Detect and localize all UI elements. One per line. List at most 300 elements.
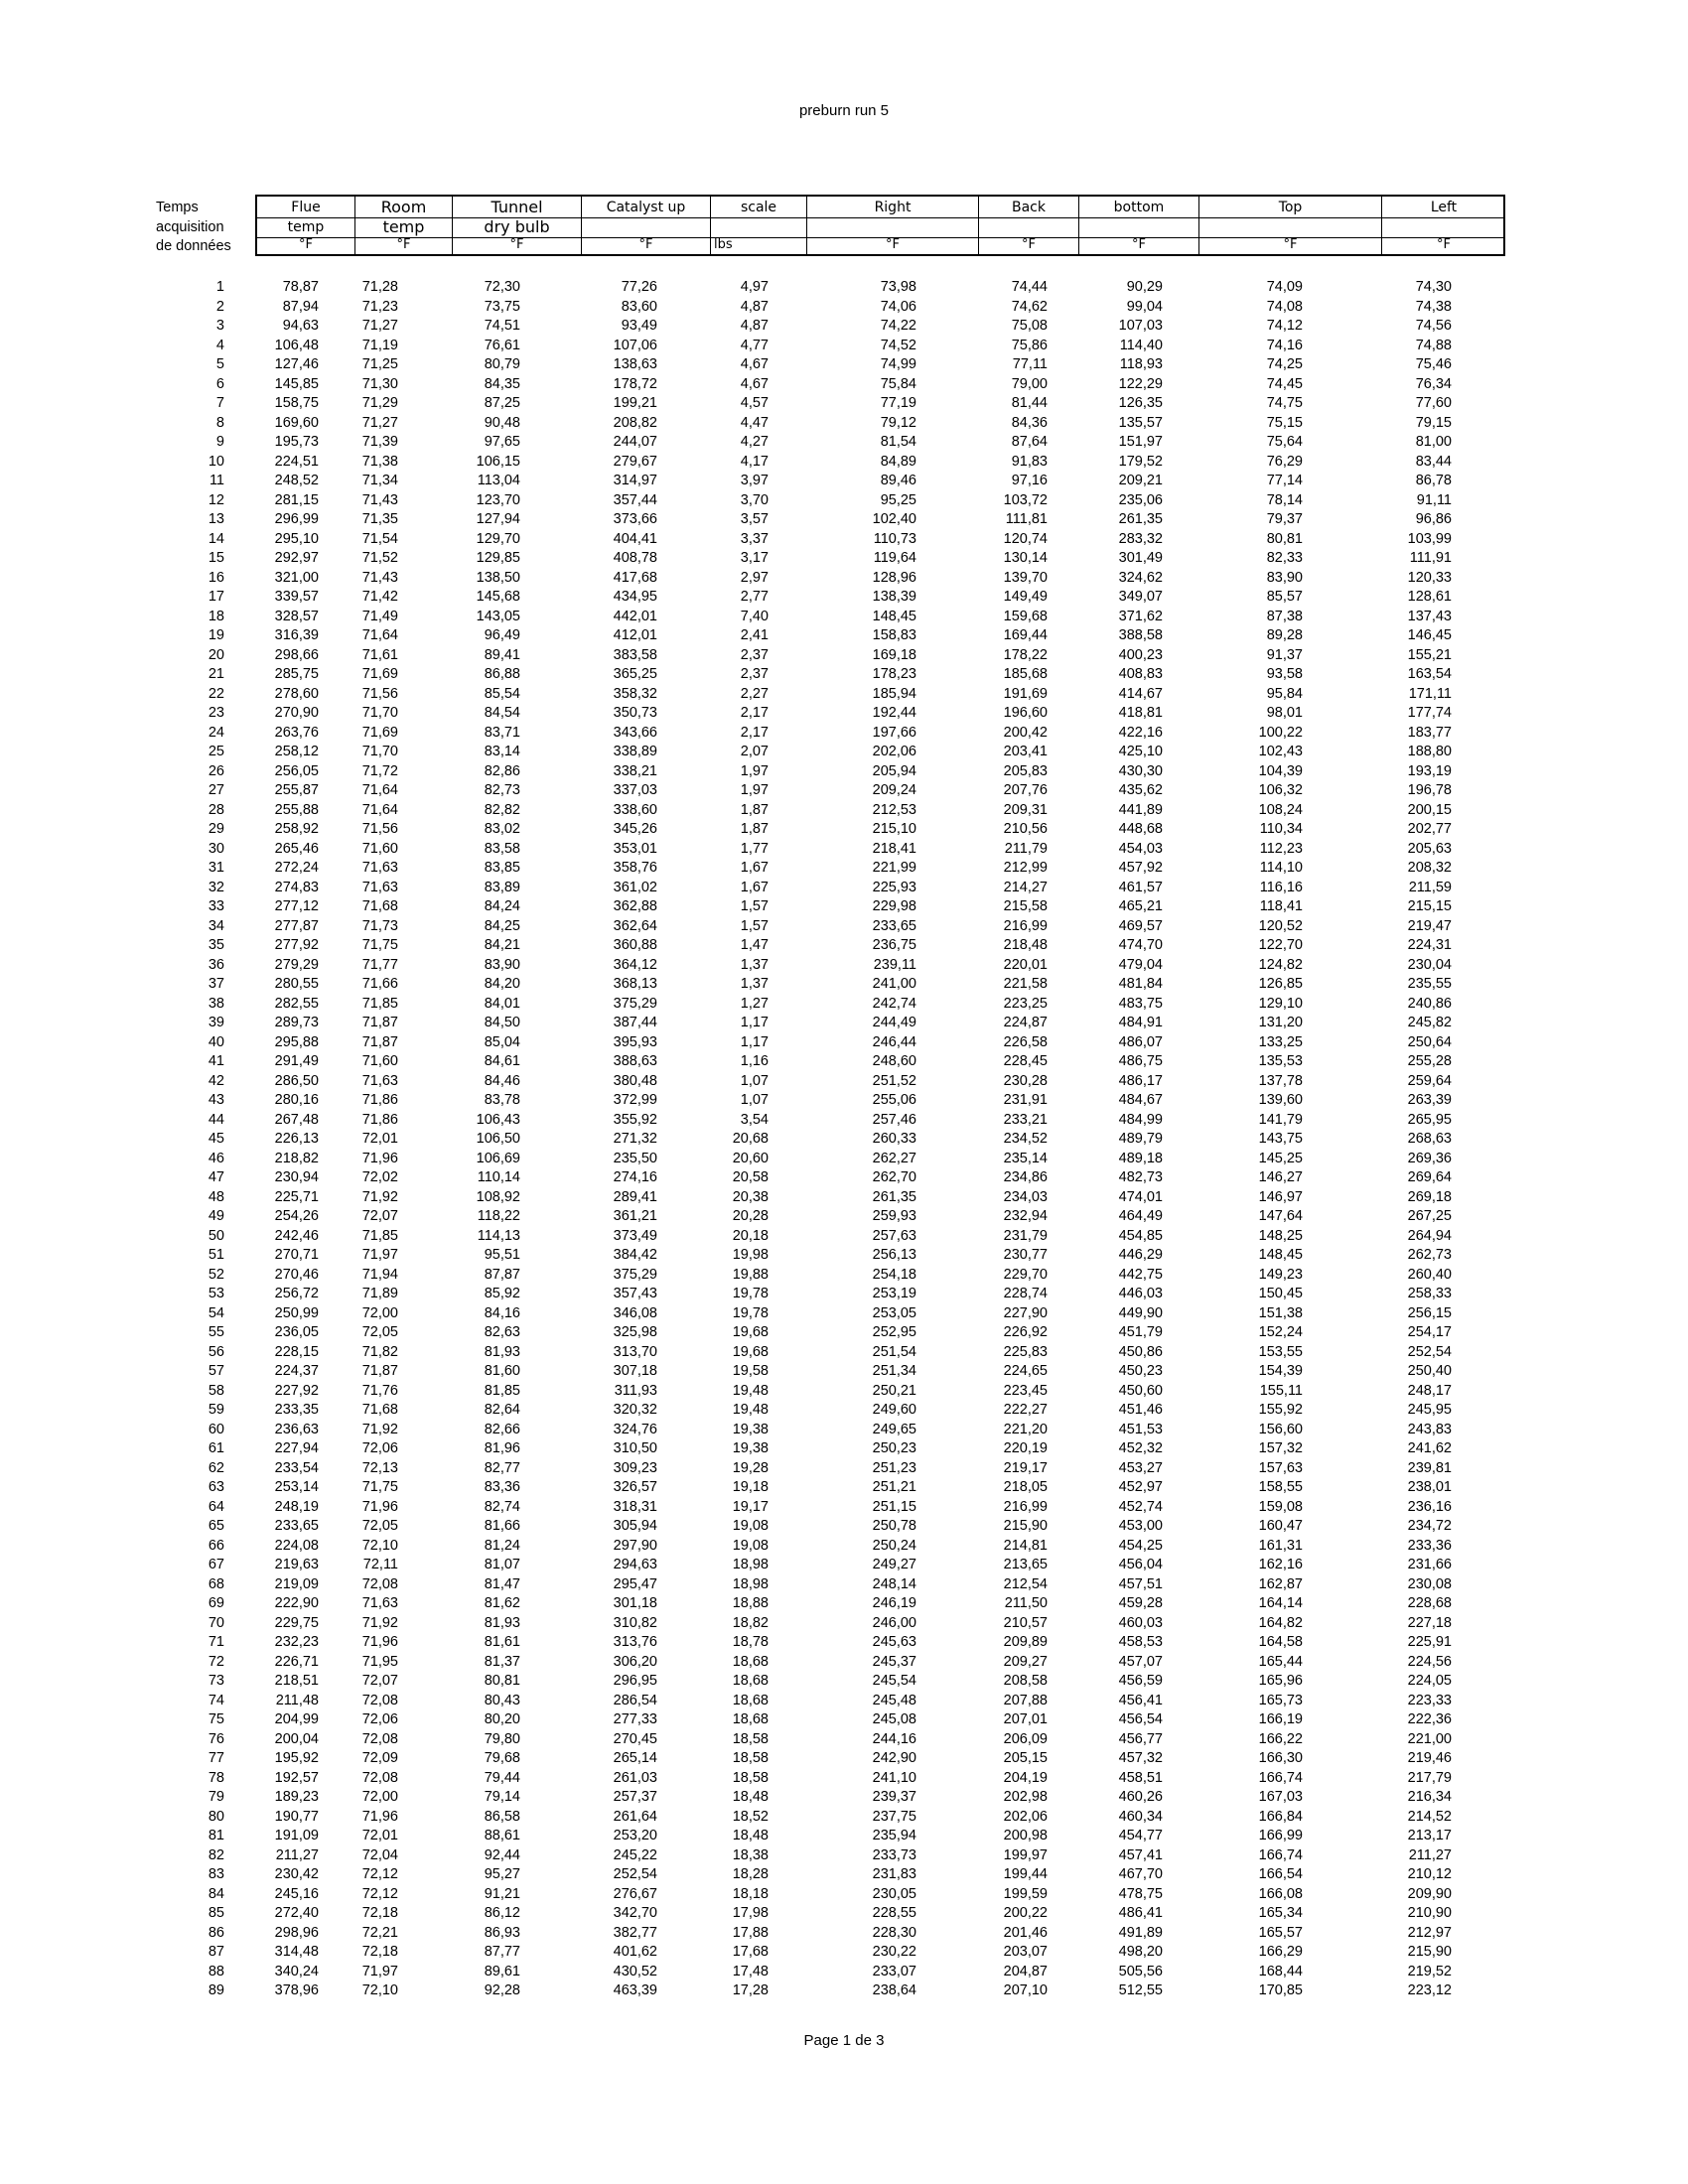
table-cell: 127,46	[274, 356, 319, 372]
table-cell: 18,58	[732, 1730, 769, 1747]
table-cell: 380,48	[613, 1072, 657, 1089]
table-cell: 1,07	[740, 1092, 769, 1108]
table-cell: 81,00	[1415, 434, 1452, 450]
table-cell: 310,82	[613, 1614, 657, 1631]
table-cell: 217,79	[1407, 1769, 1452, 1786]
table-cell: 3,17	[740, 550, 769, 566]
table-cell: 465,21	[1118, 898, 1163, 914]
table-cell: 114,40	[1119, 337, 1163, 353]
table-cell: 205,63	[1407, 840, 1452, 857]
table-cell: 81,61	[484, 1634, 520, 1650]
table-cell: 185,68	[1003, 666, 1048, 682]
table-cell: 214,52	[1407, 1808, 1452, 1825]
table-cell: 71,86	[361, 1111, 398, 1128]
column-header-unit: °F	[1022, 237, 1036, 252]
column-header-label: Tunnel	[491, 198, 543, 216]
table-cell: 77,60	[1415, 395, 1452, 411]
table-cell: 338,60	[613, 801, 657, 818]
table-cell: 249,27	[872, 1557, 916, 1572]
table-cell: 259,64	[1407, 1072, 1452, 1089]
row-index-cell: 36	[208, 956, 224, 973]
table-cell: 408,83	[1118, 666, 1163, 682]
column-header-unit: °F	[396, 237, 411, 252]
row-index-cell: 87	[208, 1944, 224, 1960]
table-cell: 373,49	[613, 1227, 657, 1244]
table-cell: 146,27	[1258, 1169, 1303, 1185]
table-cell: 18,28	[732, 1866, 769, 1882]
table-cell: 81,07	[484, 1557, 520, 1572]
table-cell: 388,63	[613, 1053, 657, 1069]
table-cell: 162,16	[1258, 1557, 1303, 1572]
table-cell: 158,83	[872, 627, 916, 643]
table-cell: 224,05	[1407, 1673, 1452, 1689]
table-cell: 71,92	[361, 1421, 398, 1437]
table-cell: 3,37	[740, 530, 769, 547]
table-cell: 239,37	[872, 1789, 916, 1805]
row-index-cell: 73	[208, 1673, 224, 1689]
table-row	[0, 762, 1688, 782]
table-cell: 71,66	[361, 976, 398, 992]
table-cell: 113,04	[477, 473, 520, 488]
table-cell: 4,67	[740, 375, 769, 392]
table-cell: 147,64	[1258, 1208, 1303, 1224]
table-cell: 86,58	[484, 1808, 520, 1825]
table-cell: 292,97	[274, 550, 319, 566]
table-cell: 19,68	[732, 1343, 769, 1360]
table-row	[0, 685, 1688, 705]
table-cell: 4,27	[740, 434, 769, 450]
table-cell: 450,23	[1118, 1363, 1163, 1379]
table-cell: 321,00	[274, 569, 319, 586]
table-cell: 362,64	[613, 917, 657, 934]
table-cell: 207,76	[1003, 782, 1048, 798]
table-cell: 296,95	[613, 1673, 657, 1689]
table-cell: 241,00	[872, 976, 916, 992]
table-cell: 311,93	[614, 1382, 657, 1399]
table-cell: 200,15	[1407, 801, 1452, 818]
table-row	[0, 995, 1688, 1015]
table-cell: 71,68	[361, 1402, 398, 1418]
table-cell: 91,21	[484, 1885, 520, 1902]
table-cell: 71,27	[361, 318, 398, 334]
table-cell: 77,11	[1012, 356, 1048, 372]
table-cell: 159,68	[1003, 608, 1048, 624]
table-cell: 226,58	[1003, 1033, 1048, 1050]
table-cell: 71,70	[361, 705, 398, 721]
table-cell: 364,12	[613, 956, 657, 973]
table-cell: 215,58	[1003, 898, 1048, 914]
table-cell: 166,19	[1258, 1711, 1303, 1727]
table-cell: 202,98	[1003, 1789, 1048, 1805]
table-cell: 84,24	[484, 898, 520, 914]
table-cell: 72,07	[361, 1673, 398, 1689]
table-cell: 155,92	[1258, 1402, 1303, 1418]
table-cell: 281,15	[274, 491, 319, 508]
table-cell: 255,06	[872, 1092, 916, 1108]
table-cell: 211,27	[1408, 1846, 1452, 1863]
table-cell: 450,86	[1118, 1343, 1163, 1360]
table-cell: 152,24	[1258, 1324, 1303, 1340]
table-cell: 167,03	[1258, 1789, 1303, 1805]
table-cell: 18,58	[732, 1769, 769, 1786]
table-cell: 260,33	[872, 1131, 916, 1147]
row-index-cell: 34	[208, 917, 224, 934]
table-cell: 383,58	[613, 646, 657, 663]
table-cell: 216,34	[1407, 1789, 1452, 1805]
table-cell: 18,68	[732, 1653, 769, 1670]
table-cell: 460,26	[1118, 1789, 1163, 1805]
row-index-cell: 5	[215, 356, 224, 372]
table-cell: 388,58	[1118, 627, 1163, 643]
table-cell: 337,03	[613, 782, 657, 798]
table-cell: 19,48	[732, 1382, 769, 1399]
row-index-cell: 8	[215, 414, 224, 431]
table-cell: 1,37	[740, 956, 769, 973]
row-index-cell: 43	[208, 1092, 224, 1108]
table-cell: 110,34	[1259, 821, 1303, 837]
table-cell: 71,56	[361, 685, 398, 702]
table-cell: 451,46	[1118, 1402, 1163, 1418]
table-cell: 239,81	[1407, 1459, 1452, 1476]
table-cell: 153,55	[1258, 1343, 1303, 1360]
table-cell: 256,13	[872, 1247, 916, 1263]
table-cell: 362,88	[613, 898, 657, 914]
table-cell: 225,83	[1003, 1343, 1048, 1360]
table-cell: 211,27	[275, 1846, 319, 1863]
table-cell: 71,72	[361, 762, 398, 779]
table-cell: 209,31	[1003, 801, 1048, 818]
table-row	[0, 530, 1688, 550]
table-cell: 239,11	[873, 956, 916, 973]
table-cell: 201,46	[1003, 1924, 1048, 1941]
table-cell: 71,96	[361, 1634, 398, 1650]
table-cell: 469,57	[1118, 917, 1163, 934]
table-cell: 218,05	[1003, 1479, 1048, 1495]
table-cell: 188,80	[1407, 744, 1452, 759]
table-cell: 313,76	[613, 1634, 657, 1650]
table-cell: 270,45	[613, 1730, 657, 1747]
table-cell: 1,57	[740, 917, 769, 934]
table-cell: 82,82	[484, 801, 520, 818]
row-index-cell: 56	[208, 1343, 224, 1360]
table-cell: 1,47	[740, 937, 769, 953]
table-cell: 71,35	[361, 511, 398, 527]
table-cell: 277,33	[613, 1711, 657, 1727]
table-cell: 209,27	[1003, 1653, 1048, 1670]
table-cell: 1,97	[740, 762, 769, 779]
table-cell: 301,18	[613, 1595, 657, 1611]
table-cell: 19,68	[732, 1324, 769, 1340]
table-cell: 185,94	[872, 685, 916, 702]
table-cell: 1,97	[740, 782, 769, 798]
table-cell: 72,18	[361, 1944, 398, 1960]
table-cell: 110,73	[873, 530, 916, 547]
table-cell: 111,81	[1005, 511, 1048, 527]
table-cell: 314,48	[274, 1944, 319, 1960]
table-cell: 165,96	[1258, 1673, 1303, 1689]
table-cell: 251,21	[872, 1479, 916, 1495]
table-cell: 74,16	[1266, 337, 1303, 353]
table-cell: 230,08	[1407, 1575, 1452, 1592]
table-cell: 244,49	[872, 1015, 916, 1030]
table-cell: 227,92	[274, 1382, 319, 1399]
table-row	[0, 1401, 1688, 1421]
table-cell: 71,75	[361, 937, 398, 953]
table-cell: 279,29	[274, 956, 319, 973]
column-header-label: Room	[380, 198, 427, 216]
table-cell: 81,54	[880, 434, 916, 450]
table-cell: 83,78	[484, 1092, 520, 1108]
table-row	[0, 569, 1688, 589]
table-cell: 272,24	[274, 860, 319, 876]
table-cell: 81,60	[484, 1363, 520, 1379]
table-cell: 505,56	[1118, 1963, 1163, 1979]
table-cell: 412,01	[613, 627, 657, 643]
table-cell: 84,61	[484, 1053, 520, 1069]
table-cell: 112,23	[1259, 840, 1303, 857]
table-cell: 229,70	[1003, 1266, 1048, 1283]
table-cell: 72,00	[361, 1304, 398, 1321]
table-cell: 200,42	[1003, 724, 1048, 741]
table-cell: 19,98	[732, 1247, 769, 1263]
table-cell: 358,32	[613, 685, 657, 702]
table-cell: 253,20	[613, 1828, 657, 1843]
table-cell: 1,57	[740, 898, 769, 914]
row-index-cell: 13	[208, 511, 224, 527]
table-cell: 19,48	[732, 1402, 769, 1418]
table-cell: 228,15	[274, 1343, 319, 1360]
table-cell: 138,39	[872, 589, 916, 605]
table-cell: 271,32	[613, 1131, 657, 1147]
table-cell: 71,69	[361, 724, 398, 741]
table-cell: 95,84	[1266, 685, 1303, 702]
table-cell: 218,48	[1003, 937, 1048, 953]
table-cell: 71,25	[361, 356, 398, 372]
table-cell: 320,32	[613, 1402, 657, 1418]
table-cell: 301,49	[1118, 550, 1163, 566]
table-cell: 452,32	[1118, 1440, 1163, 1456]
table-row	[0, 1924, 1688, 1944]
table-cell: 84,35	[484, 375, 520, 392]
table-cell: 74,09	[1266, 279, 1303, 295]
table-cell: 111,91	[1409, 550, 1452, 566]
row-index-cell: 89	[208, 1982, 224, 1998]
table-cell: 251,54	[872, 1343, 916, 1360]
table-cell: 218,41	[872, 840, 916, 857]
table-cell: 71,76	[361, 1382, 398, 1399]
table-cell: 218,51	[274, 1673, 319, 1689]
table-cell: 86,78	[1415, 473, 1452, 488]
table-cell: 71,23	[361, 298, 398, 315]
column-header-unit: °F	[886, 237, 900, 252]
table-cell: 71,97	[361, 1247, 398, 1263]
table-cell: 458,53	[1118, 1634, 1163, 1650]
table-row	[0, 1150, 1688, 1169]
table-cell: 126,85	[1258, 976, 1303, 992]
table-cell: 463,39	[613, 1982, 657, 1998]
table-cell: 71,70	[361, 744, 398, 759]
row-index-cell: 68	[208, 1575, 224, 1592]
table-cell: 106,15	[476, 453, 520, 470]
table-row	[0, 1692, 1688, 1711]
table-cell: 1,16	[740, 1053, 769, 1069]
table-cell: 233,54	[274, 1459, 319, 1476]
row-index-cell: 53	[208, 1286, 224, 1301]
table-cell: 156,60	[1258, 1421, 1303, 1437]
table-cell: 79,15	[1415, 414, 1452, 431]
table-cell: 87,77	[484, 1944, 520, 1960]
table-cell: 285,75	[274, 666, 319, 682]
row-index-cell: 51	[208, 1247, 224, 1263]
table-cell: 72,07	[361, 1208, 398, 1224]
table-cell: 95,51	[484, 1247, 520, 1263]
table-cell: 404,41	[613, 530, 657, 547]
table-cell: 72,00	[361, 1789, 398, 1805]
table-cell: 123,70	[476, 491, 520, 508]
table-row	[0, 375, 1688, 395]
table-cell: 74,75	[1266, 395, 1303, 411]
table-cell: 246,00	[872, 1614, 916, 1631]
table-cell: 227,90	[1003, 1304, 1048, 1321]
table-cell: 177,74	[1407, 705, 1452, 721]
table-cell: 158,75	[274, 395, 319, 411]
table-cell: 219,46	[1407, 1750, 1452, 1766]
table-cell: 74,52	[880, 337, 916, 353]
table-cell: 72,05	[361, 1324, 398, 1340]
table-cell: 353,01	[613, 840, 657, 857]
table-cell: 213,17	[1407, 1828, 1452, 1843]
table-cell: 229,75	[274, 1614, 319, 1631]
table-cell: 245,37	[872, 1653, 916, 1670]
row-index-cell: 25	[208, 744, 224, 759]
table-cell: 228,30	[872, 1924, 916, 1941]
table-row	[0, 1653, 1688, 1673]
table-cell: 395,93	[613, 1033, 657, 1050]
row-index-cell: 48	[208, 1188, 224, 1205]
table-cell: 224,56	[1407, 1653, 1452, 1670]
table-cell: 250,64	[1407, 1033, 1452, 1050]
table-cell: 139,60	[1258, 1092, 1303, 1108]
table-cell: 86,88	[484, 666, 520, 682]
table-cell: 166,99	[1258, 1828, 1303, 1843]
table-cell: 71,64	[361, 627, 398, 643]
table-cell: 72,30	[484, 279, 520, 295]
table-cell: 230,94	[274, 1169, 319, 1185]
table-cell: 283,32	[1118, 530, 1163, 547]
table-cell: 4,77	[740, 337, 769, 353]
table-cell: 1,67	[740, 879, 769, 895]
table-cell: 223,45	[1003, 1382, 1048, 1399]
table-cell: 210,57	[1003, 1614, 1048, 1631]
table-cell: 207,88	[1003, 1692, 1048, 1708]
row-index-cell: 75	[208, 1711, 224, 1727]
table-cell: 209,89	[1003, 1634, 1048, 1650]
table-cell: 71,73	[361, 917, 398, 934]
table-cell: 178,23	[872, 666, 916, 682]
table-cell: 84,54	[484, 705, 520, 721]
table-cell: 482,73	[1118, 1169, 1163, 1185]
table-cell: 20,60	[732, 1150, 769, 1166]
table-cell: 307,18	[613, 1363, 657, 1379]
table-cell: 435,62	[1118, 782, 1163, 798]
table-cell: 216,99	[1003, 1498, 1048, 1515]
table-cell: 269,64	[1407, 1169, 1452, 1185]
table-cell: 269,18	[1407, 1188, 1452, 1205]
table-cell: 106,43	[476, 1111, 520, 1128]
row-header-line-2: acquisition	[156, 218, 224, 235]
table-cell: 489,79	[1118, 1131, 1163, 1147]
table-row	[0, 1865, 1688, 1885]
table-cell: 178,72	[613, 375, 657, 392]
table-cell: 71,19	[361, 337, 398, 353]
table-cell: 71,75	[361, 1479, 398, 1495]
table-cell: 230,28	[1003, 1072, 1048, 1089]
table-cell: 267,25	[1407, 1208, 1452, 1224]
table-cell: 19,78	[732, 1304, 769, 1321]
table-cell: 71,96	[361, 1808, 398, 1825]
table-cell: 83,02	[484, 821, 520, 837]
table-cell: 130,14	[1003, 550, 1048, 566]
table-cell: 236,16	[1407, 1498, 1452, 1515]
row-index-cell: 78	[208, 1769, 224, 1786]
table-cell: 71,42	[361, 589, 398, 605]
table-cell: 277,12	[274, 898, 319, 914]
table-cell: 81,85	[484, 1382, 520, 1399]
table-cell: 295,47	[613, 1575, 657, 1592]
table-cell: 295,10	[274, 530, 319, 547]
table-cell: 74,44	[1011, 279, 1048, 295]
table-cell: 71,28	[361, 279, 398, 295]
table-cell: 71,95	[361, 1653, 398, 1670]
table-cell: 228,45	[1003, 1053, 1048, 1069]
table-cell: 365,25	[613, 666, 657, 682]
table-cell: 89,41	[484, 646, 520, 663]
table-cell: 456,59	[1118, 1673, 1163, 1689]
table-cell: 72,12	[361, 1885, 398, 1902]
table-cell: 90,48	[484, 414, 520, 431]
table-cell: 2,41	[740, 627, 769, 643]
table-cell: 1,17	[740, 1015, 769, 1030]
table-row	[0, 1614, 1688, 1634]
table-cell: 83,60	[621, 298, 657, 315]
table-cell: 19,78	[732, 1286, 769, 1301]
table-cell: 202,06	[1003, 1808, 1048, 1825]
table-cell: 314,97	[613, 473, 657, 488]
table-cell: 265,14	[613, 1750, 657, 1766]
table-cell: 1,87	[740, 801, 769, 818]
table-cell: 72,01	[361, 1131, 398, 1147]
table-cell: 72,13	[361, 1459, 398, 1476]
column-header-label: Right	[874, 200, 912, 215]
table-cell: 252,54	[1407, 1343, 1452, 1360]
table-cell: 228,55	[872, 1905, 916, 1921]
table-cell: 108,92	[476, 1188, 520, 1205]
table-cell: 75,84	[880, 375, 916, 392]
table-cell: 259,93	[872, 1208, 916, 1224]
table-cell: 233,35	[274, 1402, 319, 1418]
table-cell: 96,86	[1415, 511, 1452, 527]
table-cell: 228,74	[1003, 1286, 1048, 1301]
table-cell: 81,44	[1011, 395, 1048, 411]
table-cell: 261,35	[872, 1188, 916, 1205]
table-cell: 251,15	[872, 1498, 916, 1515]
table-row	[0, 1710, 1688, 1730]
row-index-cell: 11	[209, 473, 224, 488]
table-row	[0, 1111, 1688, 1131]
table-cell: 81,93	[484, 1343, 520, 1360]
table-cell: 212,54	[1003, 1575, 1048, 1592]
table-cell: 249,60	[872, 1402, 916, 1418]
